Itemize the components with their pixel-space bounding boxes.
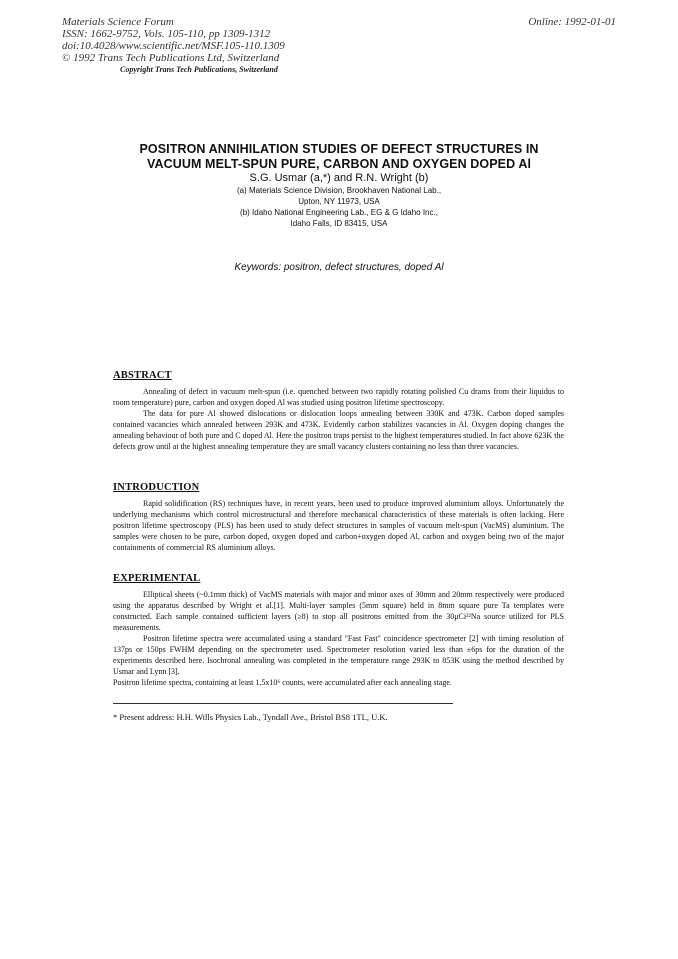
- doi-link[interactable]: doi:10.4028/www.scientific.net/MSF.105-110.1309: [62, 40, 285, 52]
- authors: S.G. Usmar (a,*) and R.N. Wright (b): [249, 172, 429, 184]
- introduction-section: [113, 482, 564, 553]
- experimental-section: [113, 573, 564, 688]
- copyright-line: © 1992 Trans Tech Publications Ltd, Switzerland: [62, 52, 280, 64]
- affiliation-line: (b) Idaho National Engineering Lab., EG & G Idaho Inc.,: [240, 208, 438, 217]
- paper-title-line2: VACUUM MELT-SPUN PURE, CARBON AND OXYGEN DOPED Al: [146, 157, 532, 171]
- online-date: Online: 1992-01-01: [528, 16, 616, 28]
- affiliation-line: (a) Materials Science Division, Brookhaven National Lab.,: [236, 186, 442, 195]
- keywords: Keywords: positron, defect structures, doped Al: [234, 262, 444, 273]
- abstract-section: [113, 370, 564, 452]
- affiliation-line: Upton, NY 11973, USA: [298, 197, 380, 206]
- introduction-heading: INTRODUCTION: [113, 482, 200, 493]
- publisher-copyright: Copyright Trans Tech Publications, Switzerland: [120, 65, 278, 74]
- abstract-paragraph: Annealing of defect in vacuum melt-spun (i.e. quenched between two rapidly rotating polished Cu drams from their liquidus to room temperature) pure, carbon and oxygen doped Al was studied using positron lifetime spectroscopy.: [113, 387, 564, 407]
- abstract-heading: ABSTRACT: [113, 370, 172, 381]
- abstract-paragraph: The data for pure Al showed dislocations or dislocation loops annealing between 330K and 473K. Carbon doped samples contained vacancies which annealed between 293K and 473K. Evidently carbon stabilizes vacancies in Al. Oxygen doping changes the annealing behaviour of both pure and C doped Al. Here the positron traps persist to the highest temperatures studied. In fact above 623K the defects grow until at the highest annealing temperature they are small vacancy clusters containing no less than three vacancies.: [113, 409, 564, 451]
- footnote-divider: [113, 703, 453, 704]
- footnote: * Present address: H.H. Wills Physics Lab., Tyndall Ave., Bristol BS8 1TL, U.K.: [113, 712, 388, 722]
- affiliation-line: Idaho Falls, ID 83415, USA: [290, 219, 388, 228]
- experimental-heading: EXPERIMENTAL: [113, 573, 201, 584]
- introduction-paragraph: Rapid solidification (RS) techniques have, in recent years, been used to produce improved aluminium alloys. Unfortunately the underlying mechanisms which control microstructural and therefore mechanical characteristics of these materials is often lacking. Here positron lifetime spectroscopy (PLS) has been used to study defect structures in samples of vacuum melt-spun (VacMS) aluminium. The samples were chosen to be pure, carbon doped, oxygen doped and carbon+oxygen doped Al, carbon and oxygen being two of the major containments of commercial RS aluminium alloys.: [113, 499, 564, 552]
- experimental-paragraph: Elliptical sheets (~0.1mm thick) of VacMS materials with major and minor axes of 30mm and 20mm respectively were produced using the apparatus described by Wright et al.[1]. Multi-layer samples (5mm square) held in 8mm square pure Ta templates were constructed. Each sample contained sufficient layers (≥8) to stop all positrons emitted from the 30μCi²²Na source utilized for PLS measurements.: [113, 590, 564, 632]
- experimental-paragraph: Positron lifetime spectra, containing at least 1.5x10⁶ counts, were accumulated after each annealing stage.: [113, 678, 452, 687]
- journal-name: Materials Science Forum: [62, 16, 174, 28]
- journal-header: [62, 16, 285, 64]
- issn-line: ISSN: 1662-9752, Vols. 105-110, pp 1309-1312: [62, 28, 271, 40]
- paper-title-line1: POSITRON ANNIHILATION STUDIES OF DEFECT STRUCTURES IN: [139, 142, 539, 156]
- experimental-paragraph: Positron lifetime spectra were accumulated using a standard "Fast Fast" coincidence spectrometer [2] with timing resolution of 137ps or 150ps FWHM depending on the spectrometer used. Spectrometer resolution varied less than ±6ps for the duration of the experiments described here. Isochronal annealing was completed in the temperature range 293K to 853K using the method described by Usmar and Lynn [3].: [113, 634, 564, 676]
- title-block: [0, 142, 678, 229]
